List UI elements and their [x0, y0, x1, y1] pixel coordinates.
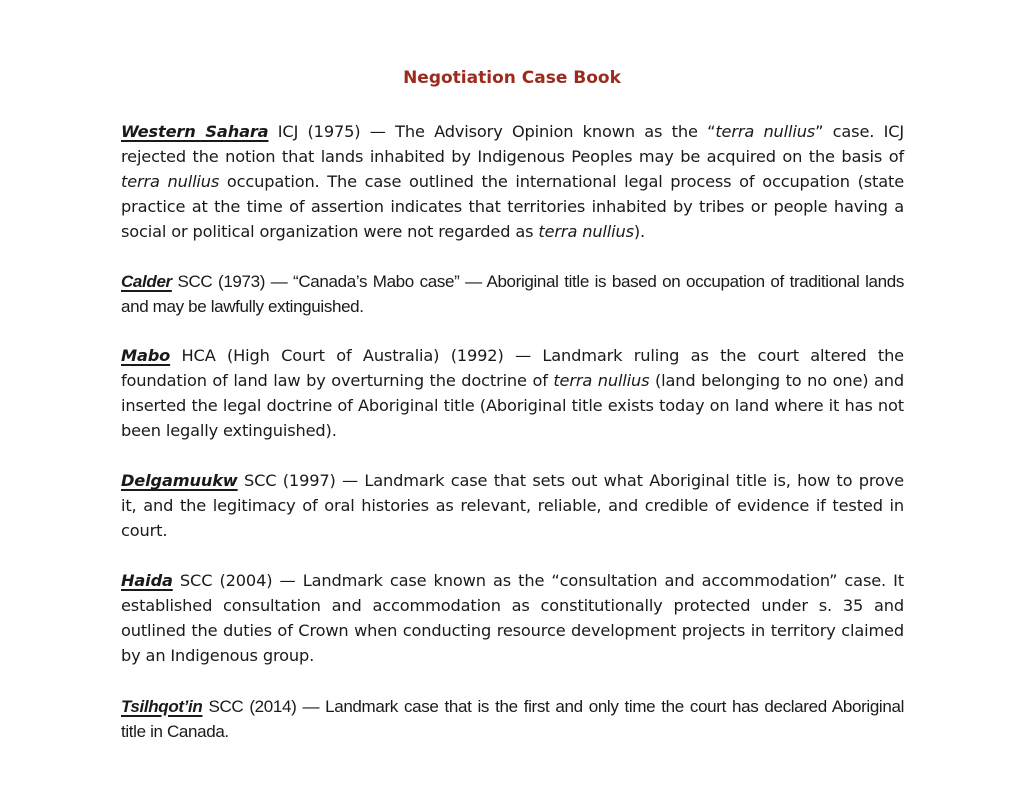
case-text: occupation. The case outlined the international legal process of occupation (state practice at the time of assertion indicates that territories inhabited by tribes or people having a social or political organization were not regarded as — [121, 172, 905, 241]
case-paragraph-haida — [121, 568, 904, 668]
case-text: ” case. ICJ rejected the notion that lands inhabited by Indigenous Peoples may be acquired on the basis of — [121, 122, 904, 166]
case-paragraph-tsilhqotin — [121, 694, 904, 744]
case-paragraph-mabo — [121, 343, 904, 443]
case-text: ). — [633, 222, 646, 241]
case-text: SCC (1973) — “Canada’s Mabo case” — Aboriginal title is based on occupation of traditional lands and may be lawfully extinguished. — [121, 272, 904, 316]
case-text-italic: terra nullius — [121, 172, 220, 191]
case-name: Delgamuukw — [121, 471, 238, 490]
case-name: Tsilhqot’in — [121, 697, 203, 716]
case-text-italic: terra nullius — [538, 222, 634, 241]
document-title: Negotiation Case Book — [403, 68, 621, 88]
case-text: SCC (2004) — Landmark case known as the “consultation and accommodation” case. It established consultation and accommodation as constitutionally protected under s. 35 and outlined the duties of Crown when conducting resource development projects in territory claimed by an Indigenous group. — [121, 571, 904, 665]
case-text: SCC (1997) — Landmark case that sets out what Aboriginal title is, how to prove it, and the legitimacy of oral histories as relevant, reliable, and credible of evidence if tested in court. — [121, 471, 904, 540]
case-text: SCC (2014) — Landmark case that is the first and only time the court has declared Aboriginal title in Canada. — [121, 697, 904, 741]
case-text-italic: terra nullius — [715, 122, 816, 141]
case-name: Mabo — [121, 346, 171, 365]
case-text: (land belonging to no one) and inserted the legal doctrine of Aboriginal title (Aboriginal title exists today on land where it has not been legally extinguished). — [121, 371, 905, 440]
case-paragraph-western-sahara — [121, 119, 904, 244]
case-name: Calder — [121, 272, 172, 291]
case-paragraph-delgamuukw — [121, 468, 904, 543]
case-text: HCA (High Court of Australia) (1992) — Landmark ruling as the court altered the foundation of land law by overturning the doctrine of — [121, 346, 904, 390]
case-name: Western Sahara — [121, 122, 269, 141]
case-paragraph-calder — [121, 269, 904, 319]
case-text: ICJ (1975) — The Advisory Opinion known as the “ — [268, 122, 716, 141]
case-name: Haida — [121, 571, 173, 590]
case-text-italic: terra nullius — [553, 371, 650, 390]
